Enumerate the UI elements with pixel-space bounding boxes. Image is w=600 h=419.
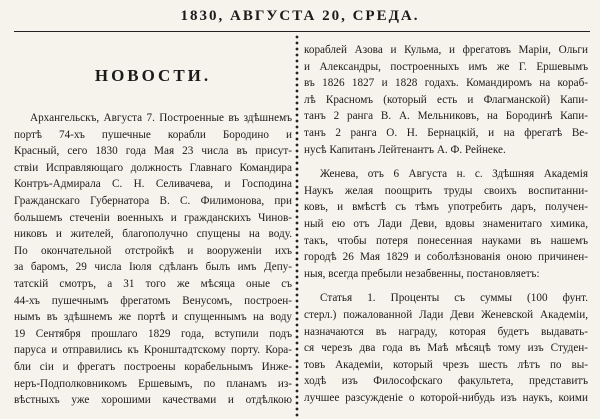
text-line: По окончательной отстройкѣ и вооруженіи ихъ [14,244,292,257]
text-line: нусѣ Капитанъ Лейтенантъ А. Ф. Рейнеке. [304,143,506,156]
text-line: Гражданскаго Губернатора В. С. Филимонова, при [14,194,292,207]
text-line: танъ 2 ранга В. А. Мельниковъ, на Бородинѣ Капи- [304,110,588,123]
paragraph-gap [304,282,588,290]
text-line: лѣ Красномъ (который есть и Флагманской) Капи- [304,93,588,106]
text-line: и Александры, построенныхъ имъ же Г. Ершевымъ [304,60,588,73]
text-line: паруса и отправились къ Кронштадтскому порту. Кора- [14,344,292,357]
text-line: ковъ, и вмѣстѣ съ тѣмъ употребить даръ, получен- [304,201,588,214]
text-line: ный ею отъ Лади Деви, вдовы знаменитаго химика, [304,217,588,230]
text-line: танъ 2 ранга О. Н. Бернацкій, и на фрегатѣ Ве- [304,126,588,139]
column-divider [294,34,300,419]
text-line: Женева, отъ 6 Августа н. с. Здѣшняя Академія [320,168,588,181]
text-line: Красный, сего 1830 года Мая 23 числа въ присут- [14,145,292,158]
text-line: въ 1826 1827 и 1828 годахъ. Командиромъ на кораб- [304,77,588,90]
text-line: бли сіи и фрегатъ построены корабельнымъ Инже- [14,360,292,373]
text-line: за баромъ, 29 числа Іюля сдѣланъ былъ имъ Депу- [14,261,292,274]
text-line: татскій смотръ, а 31 того же мѣсяца оные съ [14,277,292,290]
text-line: 44-хъ пушечнымъ фрегатомъ Венусомъ, построен- [14,294,292,307]
text-line: товъ Академіи, который чрезъ шесть лѣтъ по вы- [304,358,588,371]
text-line: такъ, чтобы потеря понесенная науками въ нашемъ [304,234,588,247]
text-line: Наукъ желая поощрить труды своихъ воспитанни- [304,184,588,197]
text-line: Статья 1. Проценты съ суммы (100 фунт. [320,292,588,305]
text-line: стерл.) пожалованной Лади Деви Женевской Академіи, [304,308,588,321]
text-line: назначаются въ награду, которая будетъ выдавать- [304,325,588,338]
text-line: лучшее разсужденіе о которой-нибудь изъ наукъ, коими [304,391,588,404]
text-line: никовъ и жителей, благополучно спущены на воду. [14,228,292,241]
paragraph-gap [304,158,588,166]
header-rule [14,31,590,32]
text-line: городѣ 26 Мая 1829 и соболѣзнованія оною причинен- [304,251,588,264]
text-line: неръ-Подполковникомъ Ершевымъ, по планамъ из- [14,377,292,390]
text-line: Контръ-Адмирала С. Н. Селивачева, и Господина [14,178,292,191]
text-line: ходѣ изъ Философскаго факультета, представитъ [304,375,588,388]
right-column [304,42,588,406]
text-line: ся черезъ два года въ Маѣ мѣсяцѣ тому изъ Студен- [304,342,588,355]
text-line: ствіи Исправляющаго должность Главнаго Командира [14,161,292,174]
text-line: портѣ 74-хъ пушечные корабли Бородино и [14,128,292,141]
text-line: Архангельскъ, Августа 7. Построенные въ здѣшнемъ [30,112,292,124]
issue-date: 1830, АВГУСТА 20, СРЕДА. [180,8,420,24]
text-line: 19 Сентября прошлаго 1829 года, вступили подъ [14,327,292,340]
text-line: большемъ стеченіи военныхъ и гражданскихъ Чинов- [14,211,292,224]
left-column [14,110,292,409]
section-title: НОВОСТИ. [94,66,212,85]
text-line: вѣстныхъ уже хорошими качествами и отдѣлкою [14,394,292,407]
page-header [0,3,600,29]
text-line: кораблей Азова и Кульма, и фрегатовъ Маріи, Ольги [304,44,588,56]
text-line: ныя, всегда пребыли незабвенны, постановляетъ: [304,267,540,280]
text-line: нымъ въ здѣшнемъ же портѣ и спущеннымъ на воду [14,311,292,324]
